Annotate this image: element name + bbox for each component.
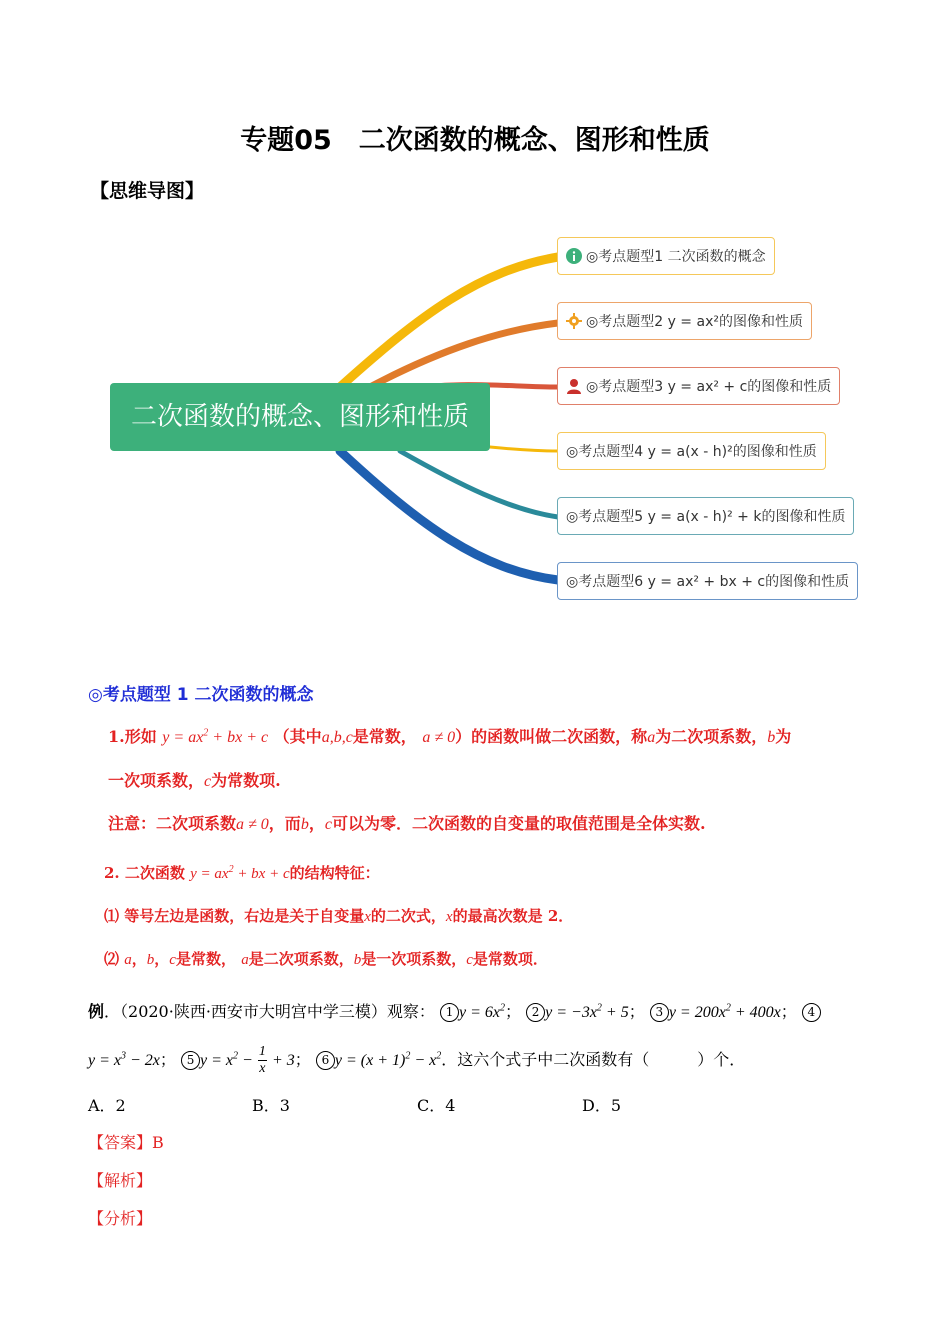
answer-tag: 【答案】 [88, 1133, 153, 1152]
var: c [204, 773, 212, 790]
mindmap-node-1 [557, 237, 775, 275]
var: x [445, 909, 453, 925]
example-source: ．（2020·陕西·西安市大明宫中学三模）观察： [104, 1002, 435, 1021]
text: 一次项系数， [108, 771, 205, 790]
expression: + 5 [601, 1004, 629, 1021]
var: a [647, 729, 656, 746]
exponent: 2 [203, 727, 209, 739]
answer-line [88, 1130, 164, 1153]
analysis-line [88, 1168, 152, 1191]
formula-tail: + bx + c [233, 866, 290, 882]
expression: y = x [200, 1052, 234, 1069]
fraction [258, 1044, 267, 1077]
text: ， [131, 950, 147, 968]
text: 1.形如 [108, 727, 157, 746]
option-c: C．4 [417, 1096, 456, 1115]
circled-number: 6 [316, 1051, 335, 1070]
structure-heading [104, 862, 380, 883]
circled-number: 4 [802, 1003, 821, 1022]
var: c [324, 816, 332, 833]
expression: y = x [88, 1052, 121, 1069]
fenxi-line [88, 1206, 152, 1229]
example-line-2 [88, 1044, 745, 1077]
note-line [108, 811, 706, 834]
text: 为 [775, 727, 792, 746]
expression: y = 6x [459, 1004, 501, 1021]
expression: y = (x + 1) [334, 1052, 406, 1069]
exponent: 2 [596, 1002, 602, 1014]
text: ， [308, 814, 325, 833]
gear-icon [566, 313, 582, 329]
exponent: 2 [405, 1050, 411, 1062]
expression: + 400x [730, 1004, 781, 1021]
branch-4 [490, 447, 558, 451]
var: a [124, 952, 132, 968]
mind-map [100, 225, 860, 625]
branch-5 [400, 451, 558, 517]
text: 的结构特征： [289, 864, 380, 882]
definition-line-1 [108, 724, 791, 747]
separator: ； [505, 1002, 522, 1021]
fraction-numerator: 1 [258, 1044, 266, 1059]
mindmap-heading: 【思维导图】 [90, 180, 205, 202]
option-b: B．3 [252, 1096, 290, 1115]
text: 2. 二次函数 [104, 864, 185, 882]
circled-number: 1 [440, 1003, 459, 1022]
exponent: 2 [233, 1050, 239, 1062]
branch-6 [340, 451, 558, 580]
var: b [767, 729, 776, 746]
var: x [364, 909, 371, 925]
text: ，而 [268, 814, 301, 833]
mindmap-node-3 [557, 367, 840, 405]
expression: y = 200x [668, 1004, 726, 1021]
expression: + 3 [272, 1052, 295, 1069]
text: ⑵ [104, 950, 125, 968]
separator: ； [780, 1002, 797, 1021]
structure-point-2 [104, 948, 548, 969]
mindmap-node-2 [557, 302, 812, 340]
info-icon [566, 248, 582, 264]
mindmap-node-2-label: ◎考点题型2 y = ax²的图像和性质 [586, 314, 803, 330]
exponent: 2 [228, 864, 234, 875]
separator: ； [628, 1002, 645, 1021]
mindmap-node-6-label: ◎考点题型6 y = ax² + bx + c的图像和性质 [566, 574, 850, 590]
var: b [353, 952, 362, 968]
section-heading: ◎考点题型 1 二次函数的概念 [88, 685, 314, 705]
text: 是一次项系数， [361, 950, 467, 968]
analysis-tag: 【解析】 [88, 1171, 153, 1190]
exponent: 2 [500, 1002, 506, 1014]
formula: y = ax [162, 729, 204, 746]
expression: − 2x [126, 1052, 160, 1069]
question-text: ．这六个式子中二次函数有（ ）个． [441, 1050, 746, 1069]
expression: − x [410, 1052, 437, 1069]
text: 的最高次数是 2． [452, 907, 574, 925]
example-line-1 [88, 999, 821, 1022]
text: 为常数项. [211, 771, 281, 790]
fenxi-tag: 【分析】 [88, 1209, 153, 1228]
formula: y = ax [190, 866, 229, 882]
expression: y = −3x [545, 1004, 597, 1021]
formula-tail: + bx + c [208, 729, 269, 746]
text: 的二次式， [370, 907, 446, 925]
text: 为二次项系数， [655, 727, 768, 746]
separator: ； [159, 1050, 176, 1069]
text: 是常数项． [472, 950, 548, 968]
var: a [241, 952, 249, 968]
structure-point-1 [104, 905, 573, 926]
text: （其中 [273, 727, 322, 746]
text: ⑴ 等号左边是函数，右边是关于自变量 [104, 907, 365, 925]
var: b [300, 816, 309, 833]
definition-line-2 [108, 768, 281, 791]
var: c [169, 952, 176, 968]
option-d: D．5 [582, 1096, 622, 1115]
mindmap-node-3-label: ◎考点题型3 y = ax² + c的图像和性质 [586, 379, 832, 395]
expression: − [238, 1052, 253, 1069]
formula: a ≠ 0 [422, 729, 456, 746]
text: 注意：二次项系数 [108, 814, 237, 833]
mindmap-node-5-label: ◎考点题型5 y = a(x - h)² + k的图像和性质 [566, 509, 846, 525]
example-label: 例 [88, 1002, 105, 1021]
circled-number: 2 [526, 1003, 545, 1022]
option-a: A．2 [88, 1096, 126, 1115]
circled-number: 3 [650, 1003, 669, 1022]
page-title: 专题05 二次函数的概念、图形和性质 [240, 125, 710, 156]
text: 是常数， [352, 727, 417, 746]
var: c [466, 952, 473, 968]
text: 是二次项系数， [248, 950, 354, 968]
fraction-denominator: x [259, 1061, 266, 1076]
separator: ； [294, 1050, 311, 1069]
exponent: 2 [436, 1050, 442, 1062]
text: ）的函数叫做二次函数，称 [455, 727, 648, 746]
mindmap-central-node: 二次函数的概念、图形和性质 [110, 383, 490, 451]
exponent: 2 [725, 1002, 731, 1014]
circled-number: 5 [181, 1051, 200, 1070]
text: ， [154, 950, 170, 968]
exponent: 3 [121, 1050, 126, 1062]
answer-value: B [152, 1133, 164, 1152]
text: 可以为零．二次函数的自变量的取值范围是全体实数. [331, 814, 706, 833]
mindmap-node-4-label: ◎考点题型4 y = a(x - h)²的图像和性质 [566, 444, 817, 460]
mindmap-node-4 [557, 432, 826, 470]
var: a,b,c [321, 729, 353, 746]
person-icon [566, 378, 582, 394]
var: b [146, 952, 155, 968]
mindmap-node-6 [557, 562, 858, 600]
text: 是常数， [175, 950, 236, 968]
mindmap-node-5 [557, 497, 854, 535]
formula: a ≠ 0 [236, 816, 269, 833]
branch-1 [340, 257, 558, 387]
mindmap-node-1-label: ◎考点题型1 二次函数的概念 [586, 249, 766, 265]
